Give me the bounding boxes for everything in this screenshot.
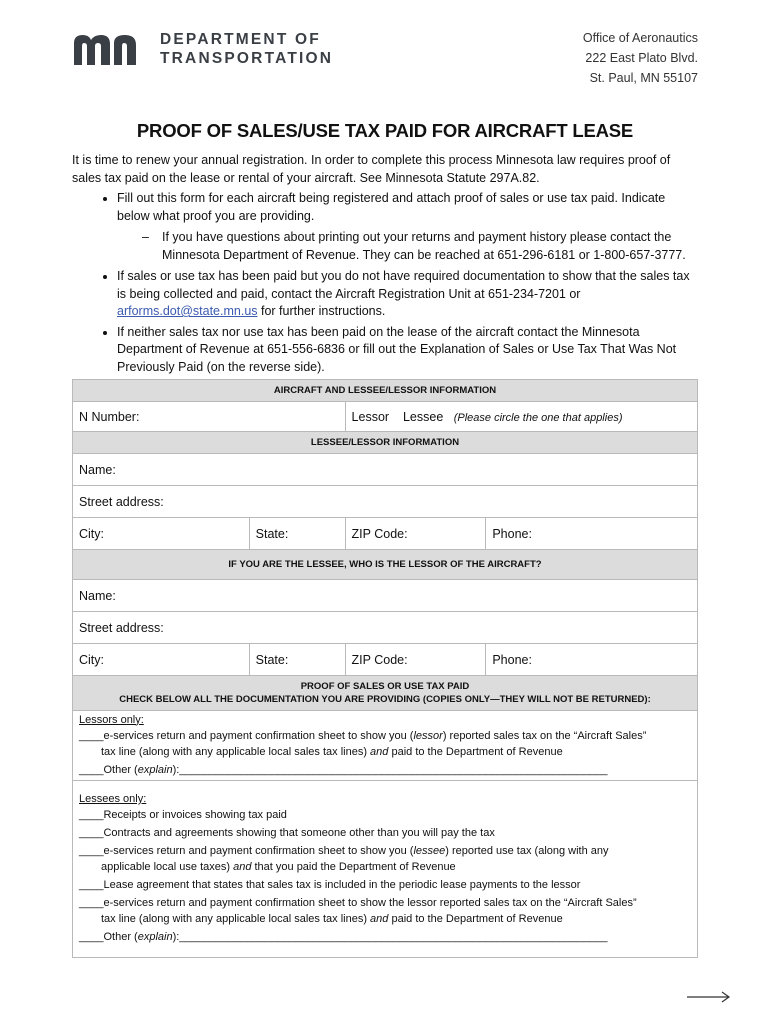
other-label: Other ( [103, 931, 138, 943]
phone-field[interactable] [486, 518, 698, 550]
other-emphasis: explain [137, 931, 173, 943]
n-number-field[interactable] [73, 402, 346, 432]
checklist-item-other[interactable] [79, 929, 691, 945]
lessees-checklist [73, 781, 698, 958]
checkbox-blank[interactable]: ____ [79, 763, 104, 776]
city-label: City: [79, 652, 104, 667]
checklist-item[interactable] [79, 877, 691, 893]
item-text: Contracts and agreements showing that someone other than you will pay the tax [103, 827, 495, 839]
mndot-logo [72, 30, 333, 68]
state-label: State: [255, 652, 289, 667]
item-text: e-services return and payment confirmation sheet to show you ( [103, 729, 414, 742]
mn-logo-mark [72, 31, 150, 67]
lessor-state-field[interactable] [249, 644, 345, 676]
item-text: e-services return and payment confirmation sheet to show the lessor reported sales tax on the “Aircraft Sales” [103, 897, 637, 909]
dash-marker: – [142, 230, 149, 244]
instruction-text: If neither sales tax nor use tax has been paid on the lease of the aircraft contact the Minnesota Department of Revenue at 651-556-6836 or fill out the Explanation of Sales or Use Tax That Was Not Previously Paid (on the reverse side). [117, 324, 677, 374]
zip-field[interactable] [345, 518, 486, 550]
item-text: applicable local use taxes) [101, 861, 234, 873]
section-header-proof [73, 676, 698, 711]
city-field[interactable] [73, 518, 250, 550]
sub-item-text: If you have questions about printing out your returns and payment history please contact the Minnesota Department of Revenue. They can be reached at 651-296-6181 or 1-800-657-3777. [162, 230, 686, 262]
checklist-item[interactable] [79, 728, 691, 760]
lessor-option[interactable]: Lessor [351, 409, 390, 424]
lessor-lessee-choice [345, 402, 697, 432]
circle-note: (Please circle the one that applies) [453, 411, 623, 424]
name-label: Name: [79, 462, 116, 477]
section-header-lessor-of-aircraft: IF YOU ARE THE LESSEE, WHO IS THE LESSOR OF THE AIRCRAFT? [73, 550, 698, 580]
instruction-text: If sales or use tax has been paid but you do not have required documentation to show that the sales tax is being collected and paid, contact the Aircraft Registration Unit at 651-234-7201 or [117, 269, 690, 301]
checkbox-blank[interactable]: ____ [79, 931, 104, 943]
item-text: ) reported sales tax on the “Aircraft Sales” [442, 729, 647, 742]
lessors-checklist [73, 711, 698, 781]
lessor-street-field[interactable] [73, 612, 698, 644]
zip-label: ZIP Code: [351, 526, 408, 541]
lessors-title: Lessors only: [79, 713, 144, 726]
instruction-list [72, 190, 700, 376]
street-field[interactable] [73, 486, 698, 518]
n-number-label: N Number: [79, 409, 140, 424]
office-city: St. Paul, MN 55107 [589, 71, 698, 85]
state-label: State: [255, 526, 289, 541]
checklist-item[interactable] [79, 825, 691, 841]
lessor-city-field[interactable] [73, 644, 250, 676]
checkbox-blank[interactable]: ____ [79, 729, 104, 742]
other-emphasis: explain [137, 763, 173, 776]
lessee-option[interactable]: Lessee [402, 409, 444, 424]
item-text: e-services return and payment confirmation sheet to show you ( [103, 845, 414, 857]
sub-item [142, 229, 700, 264]
instruction-item [117, 268, 700, 321]
street-label: Street address: [79, 494, 164, 509]
lessor-zip-field[interactable] [345, 644, 486, 676]
checkbox-blank[interactable]: ____ [79, 897, 104, 909]
dept-line-2: TRANSPORTATION [160, 50, 334, 67]
sub-list [117, 229, 700, 264]
checkbox-blank[interactable]: ____ [79, 879, 104, 891]
item-text: Receipts or invoices showing tax paid [103, 809, 287, 821]
office-name: Office of Aeronautics [582, 31, 698, 45]
lessor-name-field[interactable] [73, 580, 698, 612]
intro-paragraph: It is time to renew your annual registration. In order to complete this process Minnesota law requires proof of sales tax paid on the lease or rental of your aircraft. See Minnesota Statute 297A.82. [72, 153, 671, 185]
lessees-title: Lessees only: [79, 793, 147, 805]
item-emphasis: lessee [413, 845, 446, 857]
instruction-item [117, 324, 700, 377]
zip-label: ZIP Code: [351, 652, 408, 667]
checklist-item[interactable] [79, 843, 691, 875]
item-text: ) reported use tax (along with any [445, 845, 609, 857]
dept-line-1: DEPARTMENT OF [160, 31, 321, 48]
phone-label: Phone: [492, 652, 532, 667]
section-header-aircraft: AIRCRAFT AND LESSEE/LESSOR INFORMATION [73, 380, 698, 402]
checkbox-blank[interactable]: ____ [79, 845, 104, 857]
item-emphasis: and [370, 913, 389, 925]
item-text: tax line (along with any applicable local sales tax lines) [101, 745, 371, 758]
item-text: tax line (along with any applicable local sales tax lines) [101, 913, 371, 925]
other-label: Other ( [103, 763, 138, 776]
other-line[interactable]: ):______________________________________________________________________ [172, 931, 608, 943]
item-text: Lease agreement that states that sales tax is included in the periodic lease payments to the lessor [103, 879, 581, 891]
item-emphasis: and [233, 861, 252, 873]
form-title: PROOF OF SALES/USE TAX PAID FOR AIRCRAFT LEASE [136, 120, 634, 141]
instruction-item [117, 190, 700, 264]
phone-label: Phone: [492, 526, 532, 541]
state-field[interactable] [249, 518, 345, 550]
item-emphasis: and [370, 745, 389, 758]
street-label: Street address: [79, 620, 164, 635]
office-address [583, 28, 698, 88]
item-text: paid to the Department of Revenue [388, 913, 563, 925]
instruction-text: for further instructions. [257, 304, 386, 318]
checkbox-blank[interactable]: ____ [79, 827, 104, 839]
item-text: that you paid the Department of Revenue [251, 861, 456, 873]
checklist-item[interactable] [79, 895, 691, 927]
checklist-item[interactable] [79, 807, 691, 823]
instruction-text: Fill out this form for each aircraft being registered and attach proof of sales or use tax paid. Indicate below what proof you are providing. [117, 191, 666, 223]
section-header-lessee-lessor: LESSEE/LESSOR INFORMATION [73, 432, 698, 454]
checkbox-blank[interactable]: ____ [79, 809, 104, 821]
email-link[interactable]: arforms.dot@state.mn.us [117, 304, 258, 318]
name-label: Name: [79, 588, 116, 603]
other-line[interactable]: ):______________________________________________________________________ [172, 763, 608, 776]
office-street: 222 East Plato Blvd. [585, 51, 698, 65]
item-text: paid to the Department of Revenue [388, 745, 563, 758]
arrow-right-icon [686, 990, 732, 1004]
proof-header-line-1: PROOF OF SALES OR USE TAX PAID [300, 681, 470, 692]
instructions [72, 152, 700, 379]
proof-header-line-2: CHECK BELOW ALL THE DOCUMENTATION YOU ARE PROVIDING (COPIES ONLY—THEY WILL NOT BE RETURNED): [119, 694, 651, 705]
lessor-phone-field[interactable] [486, 644, 698, 676]
name-field[interactable] [73, 454, 698, 486]
checklist-item-other[interactable] [79, 762, 691, 778]
department-name [160, 30, 333, 68]
city-label: City: [79, 526, 104, 541]
item-emphasis: lessor [413, 729, 443, 742]
registration-form [72, 379, 698, 958]
